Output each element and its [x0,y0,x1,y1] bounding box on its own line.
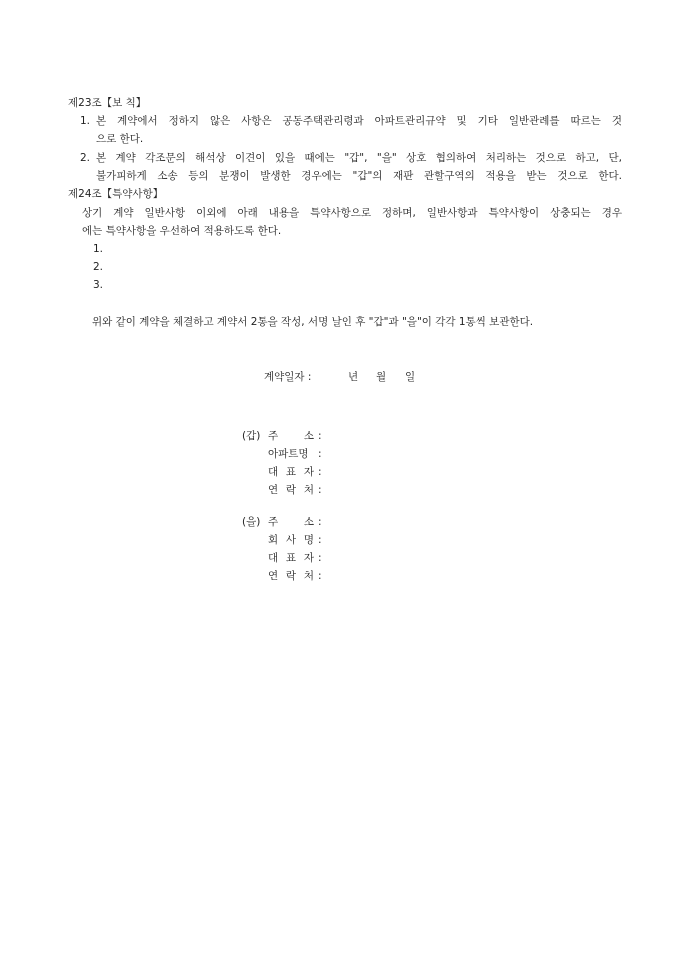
party-a-representative-colon: : [318,466,322,478]
article-24-body-line-2: 에는 특약사항을 우선하여 적용하도록 한다. [82,225,282,237]
contract-date-day: 일 [405,371,416,383]
party-b-company-label: 회 사 명 [268,534,314,546]
party-b-tag: (을) [242,516,261,528]
party-a-address-colon: : [318,430,322,442]
contract-date-label: 계약일자 : [264,371,312,383]
article-23-item-2-number: 2. [80,152,91,164]
party-b-representative-label: 대 표 자 [268,552,314,564]
party-b-address-colon: : [318,516,322,528]
party-a-contact-label: 연 락 처 [268,484,314,496]
article-23-title: 제23조【보 칙】 [68,97,147,109]
article-24-body-line-1: 상기 계약 일반사항 이외에 아래 내용을 특약사항으로 정하며, 일반사항과 특약사항이 상충되는 경우 [82,207,622,219]
special-item-1: 1. [93,243,104,255]
special-item-2: 2. [93,261,104,273]
party-a-tag: (갑) [242,430,261,442]
article-23-item-1-line-1: 본 계약에서 정하지 않은 사항은 공동주택관리령과 아파트관리규약 및 기타 일반관례를 따르는 것 [96,115,622,127]
party-a-apartment-label: 아파트명 [268,448,309,460]
article-24-title: 제24조【특약사항】 [68,188,164,200]
contract-date-month: 월 [376,371,387,383]
party-a-contact-colon: : [318,484,322,496]
party-b-contact-colon: : [318,570,322,582]
special-item-3: 3. [93,279,104,291]
party-b-contact-label: 연 락 처 [268,570,314,582]
article-23-item-2-line-1: 본 계약 각조문의 해석상 이견이 있을 때에는 "갑", "을" 상호 협의하여 처리하는 것으로 하고, 단, [96,152,622,164]
party-a-apartment-colon: : [318,448,322,460]
party-b-representative-colon: : [318,552,322,564]
party-a-representative-label: 대 표 자 [268,466,314,478]
article-23-item-2-line-2: 불가피하게 소송 등의 분쟁이 발생한 경우에는 "갑"의 재판 관할구역의 적용을 받는 것으로 한다. [96,170,622,182]
article-23-item-1-number: 1. [80,115,91,127]
closing-statement: 위와 같이 계약을 체결하고 계약서 2통을 작성, 서명 날인 후 "갑"과 "을"이 각각 1통씩 보관한다. [92,316,534,328]
contract-date-year: 년 [348,371,359,383]
article-23-item-1-line-2: 으로 한다. [96,133,144,145]
party-b-company-colon: : [318,534,322,546]
party-b-address-label: 주 소 [268,516,314,528]
party-a-address-label: 주 소 [268,430,314,442]
